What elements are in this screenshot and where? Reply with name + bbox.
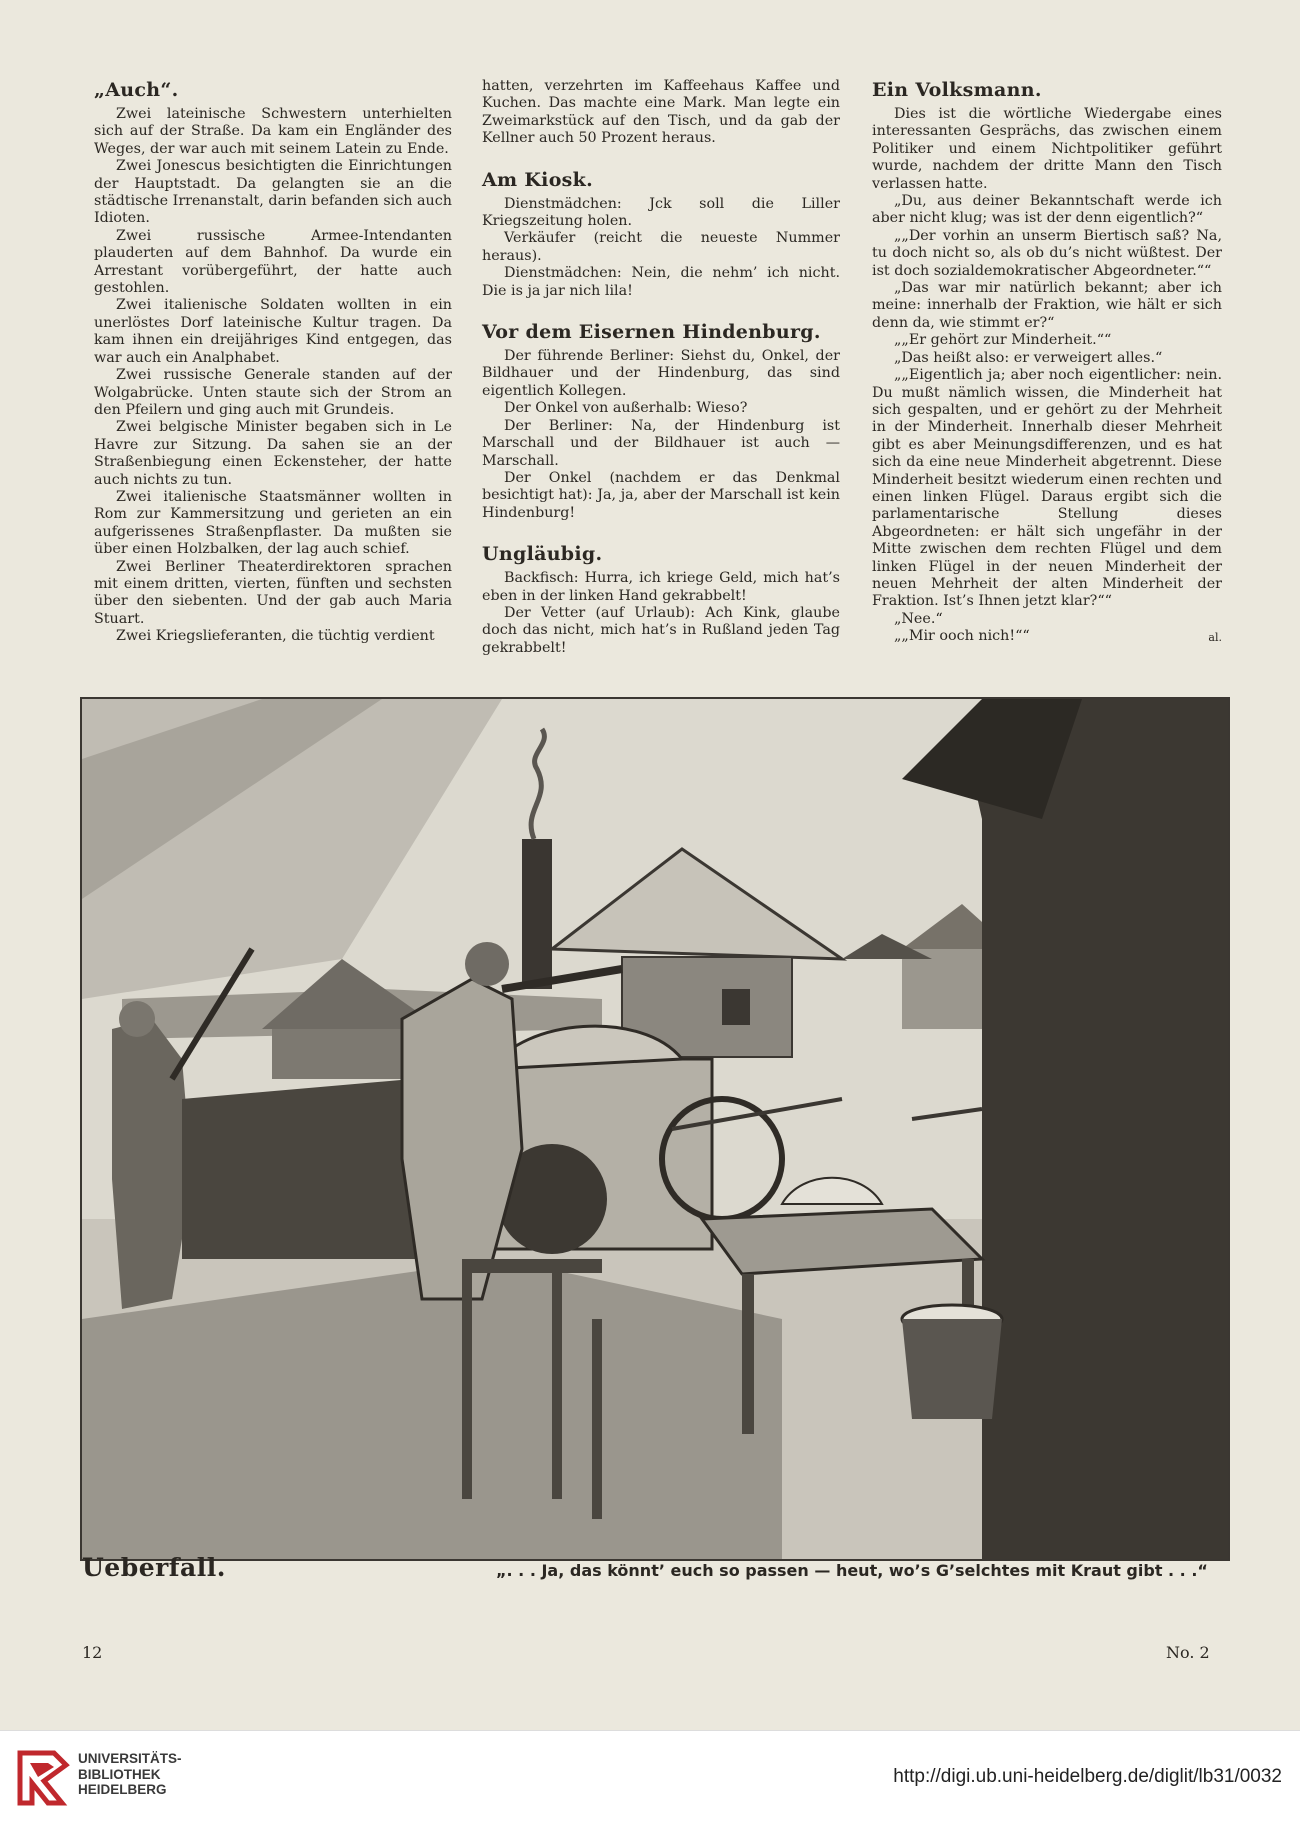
paragraph: Zwei Berliner Theaterdirektoren sprachen mit einem dritten, vierten, fünften und sechsten über den siebenten. Und der gab auch Maria Stuart. — [94, 558, 452, 627]
paragraph: „Das heißt also: er verweigert alles.“ — [894, 349, 1163, 366]
paragraph: Zwei russische Generale standen auf der Wolgabrücke. Unten staute sich der Strom an den Pfeilern und ging auch mit Grundeis. — [94, 367, 452, 418]
paragraph: „Du, aus deiner Bekanntschaft werde ich aber nicht klug; was ist der denn eigentlich?“ — [872, 193, 1222, 227]
article-title-auch: „Auch“. — [94, 79, 179, 101]
paragraph: Verkäufer (reicht die neueste Nummer heraus). — [482, 230, 840, 264]
column-3 — [872, 78, 1222, 646]
paragraph: Der Onkel von außerhalb: Wieso? — [504, 400, 748, 417]
paragraph: Zwei Jonescus besichtigten die Einrichtungen der Hauptstadt. Da gelangten sie an die städtische Irrenanstalt, darin befanden sich auch Idioten. — [94, 158, 452, 227]
paragraph: „„Mir ooch nich!““ — [894, 628, 1030, 645]
library-footer — [0, 1730, 1300, 1827]
article-title-hindenburg: Vor dem Eisernen Hindenburg. — [482, 321, 821, 344]
paragraph: „„Er gehört zur Minderheit.““ — [894, 332, 1112, 349]
paragraph: Zwei italienische Staatsmänner wollten in Rom zur Kammersitzung und gerieten an ein aufgerissenes Straßenpflaster. Da mußten sie über einen Holzbalken, der lag auch schief. — [94, 488, 452, 558]
paragraph: Dienstmädchen: Jck soll die Liller Kriegszeitung holen. — [482, 195, 840, 230]
author-signature: al. — [1208, 630, 1222, 644]
illustration-caption: „. . . Ja, das könnt’ euch so passen — heut, wo’s G’selchtes mit Kraut gibt . . .“ — [496, 1561, 1208, 1580]
library-name-line: UNIVERSITÄTS- — [78, 1751, 182, 1766]
paragraph: Zwei russische Armee-Intendanten plauderten auf dem Bahnhof. Da wurde ein Arrestant vorübergeführt, der hatte auch gestohlen. — [94, 227, 452, 297]
article-title-volksmann: Ein Volksmann. — [872, 79, 1042, 101]
article-title-kiosk: Am Kiosk. — [482, 168, 594, 191]
paragraph: Dienstmädchen: Nein, die nehm’ ich nicht. Die is ja jar nich lila! — [482, 265, 840, 299]
library-name-line: HEIDELBERG — [78, 1782, 167, 1797]
library-logo-icon — [14, 1745, 72, 1811]
source-url-link[interactable]: http://digi.ub.uni-heidelberg.de/diglit/lb31/0032 — [893, 1766, 1282, 1787]
paragraph: Zwei Kriegslieferanten, die tüchtig verdient — [116, 628, 435, 645]
paragraph: Der Vetter (auf Urlaub): Ach Kink, glaube doch das nicht, mich hat’s in Rußland jeden Tag gekrabbelt! — [482, 604, 840, 656]
paragraph: Zwei lateinische Schwestern unterhielten sich auf der Straße. Da kam ein Engländer des Weges, der war auch mit seinem Latein zu Ende. — [94, 106, 452, 157]
paragraph: Zwei belgische Minister begaben sich in Le Havre zur Sitzung. Da sahen sie an der Straßenbiegung einen Eckensteher, der hatte auch nichts zu tun. — [94, 419, 452, 488]
paragraph: Dies ist die wörtliche Wiedergabe eines interessanten Gesprächs, das zwischen einem Politiker und einem Nichtpolitiker geführt wurde, nachdem der dritte Mann den Tisch verlassen hatte. — [872, 106, 1222, 192]
column-2 — [482, 78, 840, 657]
paragraph: Zwei italienische Soldaten wollten in ein unerlöstes Dorf lateinische Kultur tragen. Da kam ihnen ein dreijähriges Kind entgegen, das war auch ein Analphabet. — [94, 297, 452, 366]
library-name — [78, 1751, 182, 1798]
paragraph: „„Der vorhin an unserm Biertisch saß? Na, tu doch nicht so, als ob du’s nicht wüßtest. Der ist doch sozialdemokratischer Abgeordneter.““ — [872, 227, 1222, 279]
paragraph: „Nee.“ — [894, 610, 943, 627]
paragraph: Der Berliner: Na, der Hindenburg ist Marschall und der Bildhauer ist auch — Marschall. — [482, 417, 840, 469]
paragraph-continued: hatten, verzehrten im Kaffeehaus Kaffee und Kuchen. Das machte eine Mark. Man legte ein Zweimarkstück auf den Tisch, und da gab der Kellner auch 50 Prozent heraus. — [482, 78, 840, 147]
illustration-ueberfall — [80, 697, 1230, 1561]
column-1 — [94, 78, 452, 646]
paragraph: Der führende Berliner: Siehst du, Onkel, der Bildhauer und der Hindenburg, das sind eigentlich Kollegen. — [482, 348, 840, 399]
illustration-drawing — [82, 699, 1228, 1559]
paragraph: „Das war mir natürlich bekannt; aber ich meine: innerhalb der Fraktion, wie hält er sich denn da, wie stimmt er?“ — [872, 280, 1222, 331]
issue-number: No. 2 — [1166, 1643, 1210, 1662]
illustration-title: Ueberfall. — [82, 1553, 226, 1582]
paragraph: Der Onkel (nachdem er das Denkmal besichtigt hat): Ja, ja, aber der Marschall ist kein Hindenburg! — [482, 469, 840, 521]
article-title-unglaeubig: Ungläubig. — [482, 543, 603, 566]
paragraph: „„Eigentlich ja; aber noch eigentlicher: nein. Du mußt nämlich wissen, die Minderheit hat sich gespalten, und er gehört zu der Mehrheit in der Minderheit. Innerhalb dieser Mehrheit gibt es aber Meinungsdifferenzen, und es hat sich da eine neue Minderheit abgetrennt. Diese Minderheit besitzt wiederum einen rechten und einen linken Flügel. Daraus ergibt sich die parlamentarische Stellung dieses Abgeordneten: er hält sich ungefähr in der Mitte zwischen dem rechten Flügel und dem linken Flügel in der neuen Minderheit der neuen Mehrheit der alten Minderheit der Fraktion. Ist’s Ihnen jetzt klar?““ — [872, 367, 1222, 610]
paragraph: Backfisch: Hurra, ich kriege Geld, mich hat’s eben in der linken Hand gekrabbelt! — [482, 570, 840, 604]
page-number: 12 — [82, 1643, 103, 1662]
library-name-line: BIBLIOTHEK — [78, 1766, 161, 1782]
